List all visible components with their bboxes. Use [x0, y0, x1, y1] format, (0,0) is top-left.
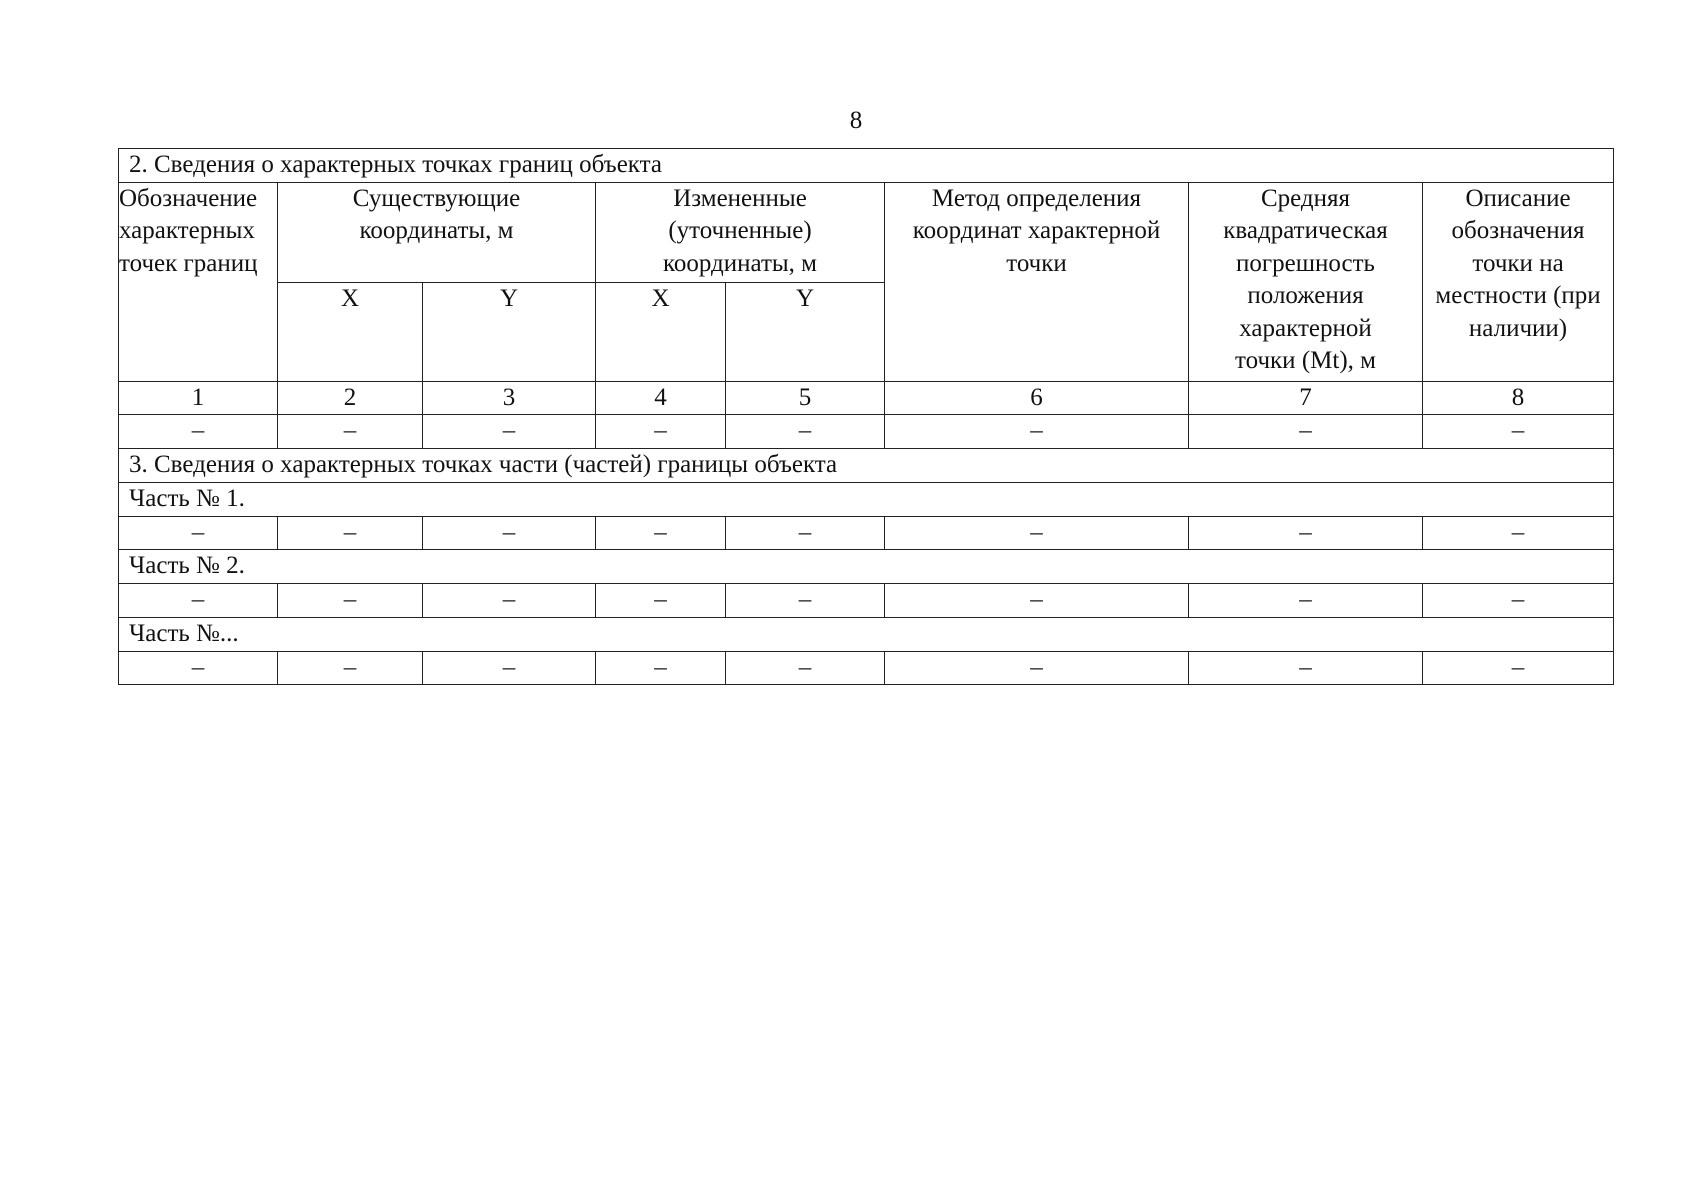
column-number: 1 [119, 381, 278, 415]
header-existing-line: Существующие [352, 184, 521, 212]
header-changed-coordinates [596, 182, 885, 282]
table-cell-dash: – [726, 584, 885, 618]
table-cell-dash: – [885, 584, 1189, 618]
table-cell-dash: – [596, 651, 726, 685]
header-description-line: обозначения [1451, 217, 1585, 244]
table-cell-dash: – [1423, 415, 1614, 449]
table-row [119, 516, 1614, 550]
header-point-designation-line: Обозначение [119, 184, 258, 212]
part-label-row [119, 617, 1614, 651]
header-point-designation-line: характерных [119, 217, 255, 244]
header-description-line: наличии) [1468, 314, 1568, 342]
table-cell-dash: – [1189, 415, 1423, 449]
column-number: 5 [726, 381, 885, 415]
header-changed-line: (уточненные) [668, 217, 812, 244]
section3-title: 3. Сведения о характерных точках части (частей) границы объекта [119, 448, 1614, 482]
table-cell-dash: – [278, 584, 423, 618]
section3-title-row [119, 448, 1614, 482]
table-cell-dash: – [596, 584, 726, 618]
header-point-designation-line: точек границ [119, 249, 258, 277]
header-changed-line: координаты, м [662, 249, 818, 277]
header-method-line: Метод определения [931, 184, 1142, 212]
table-cell-dash: – [726, 651, 885, 685]
table-cell-dash: – [1423, 516, 1614, 550]
table-cell-dash: – [726, 415, 885, 449]
table-cell-dash: – [423, 516, 596, 550]
header-method-line: координат характерной [912, 217, 1161, 244]
table-cell-dash: – [119, 584, 278, 618]
section2-title: 2. Сведения о характерных точках границ объекта [119, 149, 1614, 183]
characteristic-points-table [118, 148, 1614, 685]
column-number: 2 [278, 381, 423, 415]
page-number: 8 [849, 107, 863, 134]
header-error-line: характерной [1239, 314, 1372, 342]
table-cell-dash: – [596, 415, 726, 449]
header-error-line: Средняя [1260, 184, 1351, 212]
table-row [119, 415, 1614, 449]
table-cell-dash: – [1189, 584, 1423, 618]
header-error-line: погрешность [1236, 249, 1375, 277]
header-determination-method [885, 182, 1189, 381]
column-number-row [119, 381, 1614, 415]
table-cell-dash: – [1189, 651, 1423, 685]
header-row-top [119, 182, 1614, 282]
table-cell-dash: – [1189, 516, 1423, 550]
column-number: 4 [596, 381, 726, 415]
part-label: Часть № 1. [119, 482, 1614, 516]
table-cell-dash: – [1423, 651, 1614, 685]
header-changed-line: Измененные [673, 184, 807, 212]
table-cell-dash: – [885, 415, 1189, 449]
section2-title-row [119, 149, 1614, 183]
header-description-line: точки на [1472, 249, 1564, 277]
table-cell-dash: – [596, 516, 726, 550]
header-error-line: точки (Mt), м [1235, 347, 1376, 374]
table-cell-dash: – [119, 651, 278, 685]
part-label: Часть № 2. [119, 550, 1614, 584]
column-number: 8 [1423, 381, 1614, 415]
column-number: 7 [1189, 381, 1423, 415]
table-cell-dash: – [278, 651, 423, 685]
table-cell-dash: – [119, 516, 278, 550]
table-row [119, 584, 1614, 618]
header-error-line: положения [1247, 282, 1364, 309]
table-cell-dash: – [1423, 584, 1614, 618]
part-label-row [119, 482, 1614, 516]
header-mean-square-error [1189, 182, 1423, 381]
table-cell-dash: – [885, 651, 1189, 685]
header-existing-y: Y [423, 282, 596, 381]
header-description-line: Описание [1465, 184, 1571, 212]
table-cell-dash: – [423, 584, 596, 618]
table-cell-dash: – [278, 415, 423, 449]
part-label: Часть №... [119, 617, 1614, 651]
table-cell-dash: – [423, 651, 596, 685]
table-cell-dash: – [885, 516, 1189, 550]
table-row [119, 651, 1614, 685]
header-point-designation [119, 182, 278, 381]
header-changed-x: X [596, 282, 726, 381]
table-cell-dash: – [726, 516, 885, 550]
table-cell-dash: – [119, 415, 278, 449]
header-changed-y: Y [726, 282, 885, 381]
table-cell-dash: – [423, 415, 596, 449]
part-label-row [119, 550, 1614, 584]
header-existing-coordinates [278, 182, 596, 282]
column-number: 6 [885, 381, 1189, 415]
header-description-line: местности (при [1435, 282, 1601, 309]
header-existing-line: координаты, м [359, 217, 514, 244]
header-error-line: квадратическая [1223, 217, 1388, 244]
header-existing-x: X [278, 282, 423, 381]
header-method-line: точки [1006, 249, 1067, 277]
column-number: 3 [423, 381, 596, 415]
table-cell-dash: – [278, 516, 423, 550]
header-location-description [1423, 182, 1614, 381]
